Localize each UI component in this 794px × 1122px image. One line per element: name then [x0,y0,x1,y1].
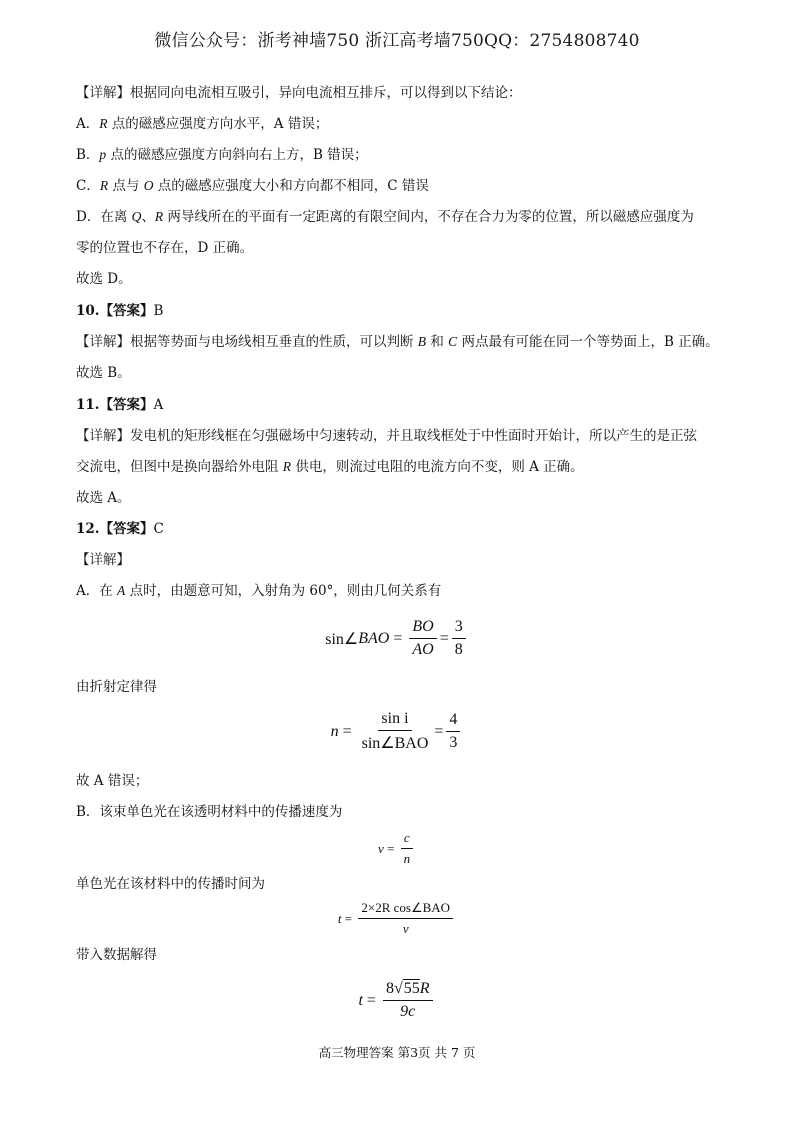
q12-detail-tag: 【详解】 [76,552,130,568]
q11-detail-2: 交流电，但图中是换向器给外电阻 R 供电，则流过电阻的电流方向不变，则 A 正确。 [76,459,584,475]
q11-answer: 11.【答案】A [76,397,164,413]
refraction-law-line: 由折射定律得 [76,679,157,695]
option-d-line-2: 零的位置也不存在，D 正确。 [76,240,254,256]
option-b-line: B．p 点的磁感应强度方向斜向右上方，B 错误； [76,147,368,163]
a-result-line: 故 A 错误； [76,773,149,789]
q11-detail-1: 【详解】发电机的矩形线框在匀强磁场中匀速转动，并且取线框处于中性面时开始计，所以产生的是正弦 [76,428,697,444]
time-line: 单色光在该材料中的传播时间为 [76,876,265,892]
equation-refractive-index: n = $\frac{\text{sin i}}{\text{sin∠BAO}}$ = $\frac{4}{3}$ [0,710,794,753]
q11-choose: 故选 A。 [76,490,131,506]
option-d-line-1: D．在离 Q、R 两导线所在的平面有一定距离的有限空间内，不存在合力为零的位置，所以磁感应强度为 [76,209,694,225]
equation-time: t = $\frac{\text{2×2R cos∠BAO}}{v}$ [0,900,794,937]
substitute-line: 带入数据解得 [76,947,157,963]
q10-answer: 10.【答案】B [76,303,164,319]
q12-a-line: A．在 A 点时，由题意可知，入射角为 60°，则由几何关系有 [76,583,442,599]
equation-sin-bao: sin∠ BAO = $\frac{BO}{AO}$ = $\frac{3}{8}$ [0,618,794,659]
q12-answer: 12.【答案】C [76,521,164,537]
option-a-line: A．R 点的磁感应强度方向水平，A 错误； [76,116,329,132]
b-line: B．该束单色光在该透明材料中的传播速度为 [76,804,343,820]
page-footer: 高三物理答案 第3页 共 7 页 [318,1045,476,1060]
detail-intro: 【详解】根据同向电流相互吸引，异向电流相互排斥，可以得到以下结论： [76,85,522,101]
equation-time-result: t = $\frac{8√55R}{9c}$ [0,980,794,1021]
q10-choose: 故选 B。 [76,365,131,381]
q10-detail: 【详解】根据等势面与电场线相互垂直的性质，可以判断 B 和 C 两点最有可能在同一个等势面上，B 正确。 [76,334,719,350]
option-c-line: C．R 点与 O 点的磁感应强度大小和方向都不相同，C 错误 [76,178,429,194]
equation-speed: v = $\frac{c}{n}$ [0,830,794,867]
page-header: 微信公众号：浙考神墙750 浙江高考墙750QQ：2754808740 [154,31,640,51]
choose-d: 故选 D。 [76,271,132,287]
